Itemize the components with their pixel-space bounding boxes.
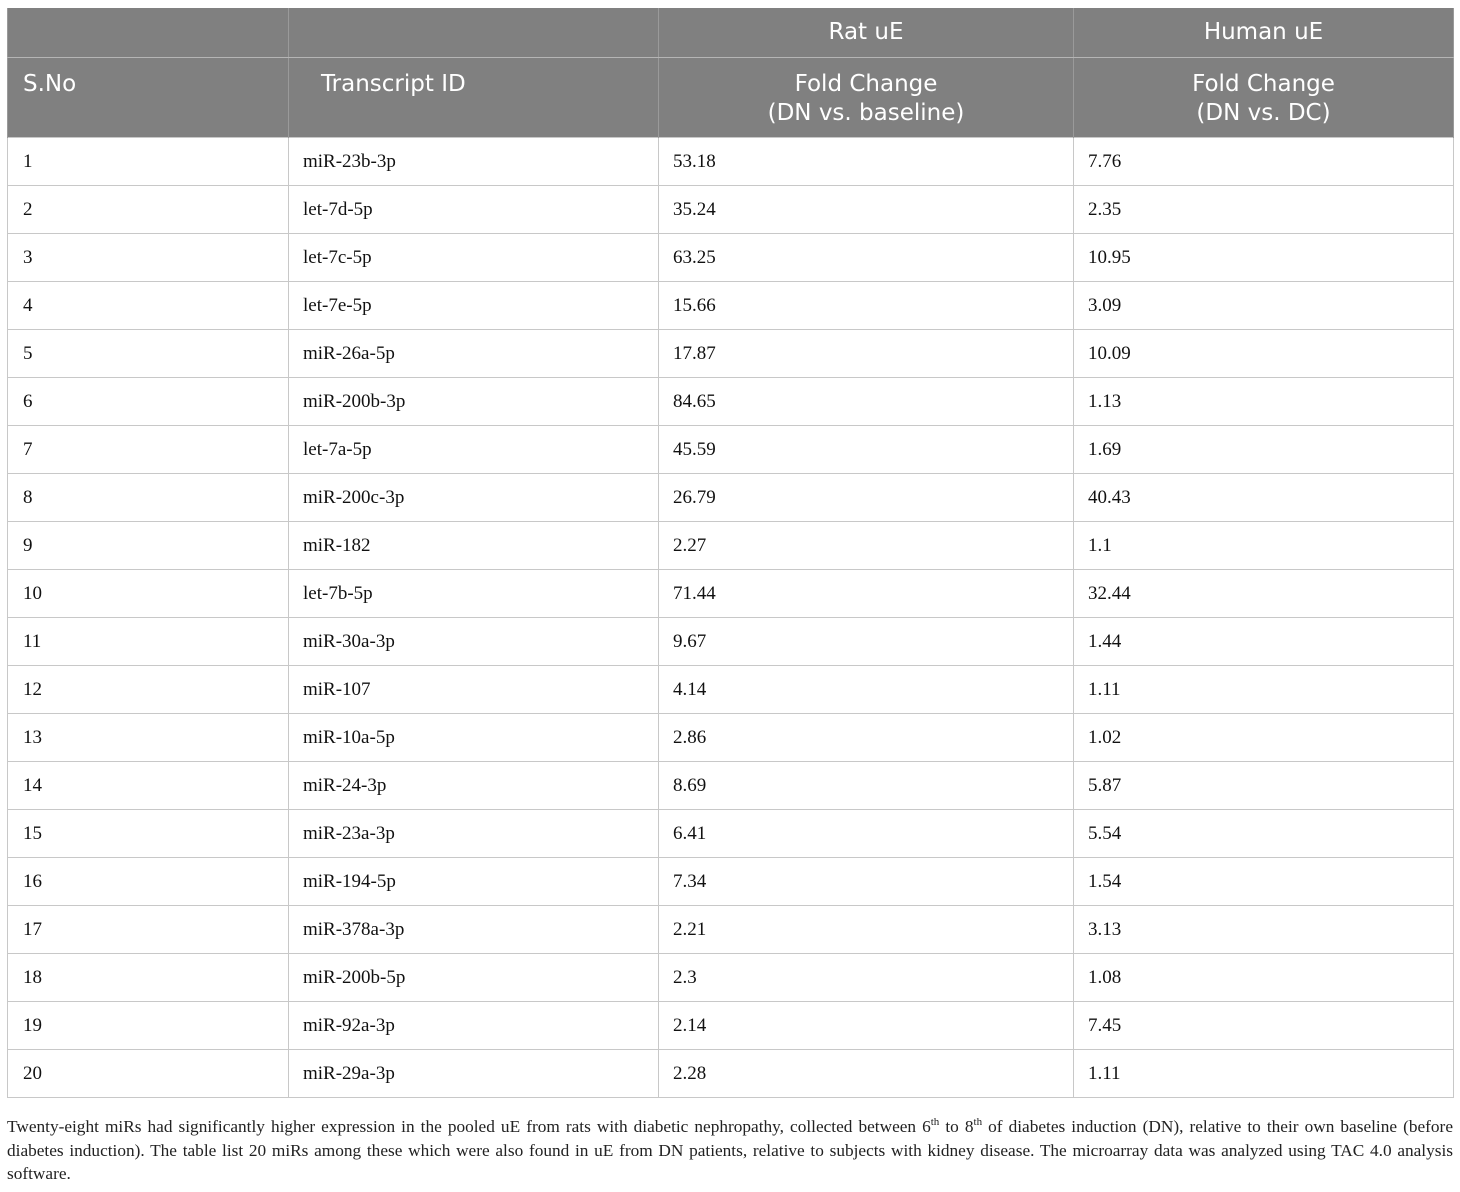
table-row: [8, 522, 1454, 570]
human-fold-change-header: [1074, 58, 1454, 138]
column-header-row: [8, 58, 1454, 138]
transcript-id-cell: let-7c-5p: [289, 234, 659, 282]
transcript-id-cell: miR-378a-3p: [289, 906, 659, 954]
transcript-id-cell: miR-23a-3p: [289, 810, 659, 858]
rat-fold-change-cell: 63.25: [659, 234, 1074, 282]
transcript-id-cell: miR-200c-3p: [289, 474, 659, 522]
transcript-id-cell: miR-29a-3p: [289, 1050, 659, 1098]
transcript-id-cell: miR-107: [289, 666, 659, 714]
transcript-id-cell: miR-30a-3p: [289, 618, 659, 666]
table-row: [8, 234, 1454, 282]
sno-cell: 18: [8, 954, 289, 1002]
table-row: [8, 1050, 1454, 1098]
table-row: [8, 570, 1454, 618]
table-row: [8, 1002, 1454, 1050]
human-fold-change-sublabel: (DN vs. DC): [1196, 100, 1331, 126]
rat-fold-change-cell: 6.41: [659, 810, 1074, 858]
sno-cell: 6: [8, 378, 289, 426]
sno-cell: 4: [8, 282, 289, 330]
table-row: [8, 378, 1454, 426]
sno-cell: 19: [8, 1002, 289, 1050]
rat-fold-change-cell: 45.59: [659, 426, 1074, 474]
transcript-id-column-header: Transcript ID: [289, 58, 659, 138]
transcript-id-cell: miR-182: [289, 522, 659, 570]
caption-superscript-1: th: [930, 1116, 940, 1129]
human-fold-change-cell: 1.1: [1074, 522, 1454, 570]
caption-text-3: of diabetes induction (DN), relative to their own baseline (before diabetes induction). The table list 20 miRs among these which were also found in uE from DN patients, relative to subjects with kidney disease. The microarray data was analyzed using TAC 4.0 analysis software.: [7, 1117, 1453, 1184]
table-row: [8, 666, 1454, 714]
sno-cell: 7: [8, 426, 289, 474]
sno-cell: 11: [8, 618, 289, 666]
transcript-id-cell: miR-24-3p: [289, 762, 659, 810]
human-fold-change-cell: 1.54: [1074, 858, 1454, 906]
sno-cell: 17: [8, 906, 289, 954]
human-fold-change-cell: 7.45: [1074, 1002, 1454, 1050]
rat-fold-change-cell: 15.66: [659, 282, 1074, 330]
human-fold-change-cell: 32.44: [1074, 570, 1454, 618]
human-fold-change-cell: 3.09: [1074, 282, 1454, 330]
human-fold-change-cell: 1.08: [1074, 954, 1454, 1002]
human-fold-change-cell: 10.09: [1074, 330, 1454, 378]
rat-fold-change-cell: 2.27: [659, 522, 1074, 570]
human-fold-change-cell: 40.43: [1074, 474, 1454, 522]
rat-fold-change-cell: 84.65: [659, 378, 1074, 426]
rat-fold-change-sublabel: (DN vs. baseline): [767, 100, 965, 126]
transcript-id-cell: miR-92a-3p: [289, 1002, 659, 1050]
table-row: [8, 858, 1454, 906]
human-fold-change-cell: 5.87: [1074, 762, 1454, 810]
human-fold-change-cell: 10.95: [1074, 234, 1454, 282]
table-container: [7, 8, 1453, 1098]
human-fold-change-label: Fold Change: [1192, 71, 1335, 97]
sno-cell: 20: [8, 1050, 289, 1098]
mirna-fold-change-table: [7, 8, 1454, 1098]
human-fold-change-cell: 7.76: [1074, 138, 1454, 186]
human-fold-change-cell: 1.13: [1074, 378, 1454, 426]
caption-text-1: Twenty-eight miRs had significantly higher expression in the pooled uE from rats with diabetic nephropathy, collected between 6: [7, 1117, 931, 1136]
rat-fold-change-cell: 53.18: [659, 138, 1074, 186]
sno-cell: 14: [8, 762, 289, 810]
rat-fold-change-cell: 2.14: [659, 1002, 1074, 1050]
human-fold-change-cell: 3.13: [1074, 906, 1454, 954]
human-fold-change-cell: 1.11: [1074, 666, 1454, 714]
sno-cell: 10: [8, 570, 289, 618]
sno-cell: 2: [8, 186, 289, 234]
table-row: [8, 762, 1454, 810]
rat-fold-change-cell: 4.14: [659, 666, 1074, 714]
rat-ue-group-header: Rat uE: [659, 8, 1074, 58]
sno-cell: 8: [8, 474, 289, 522]
transcript-id-cell: miR-194-5p: [289, 858, 659, 906]
rat-fold-change-header: [659, 58, 1074, 138]
rat-fold-change-cell: 8.69: [659, 762, 1074, 810]
human-fold-change-cell: 2.35: [1074, 186, 1454, 234]
transcript-id-cell: miR-23b-3p: [289, 138, 659, 186]
sno-cell: 13: [8, 714, 289, 762]
rat-fold-change-cell: 2.3: [659, 954, 1074, 1002]
table-header: [8, 8, 1454, 138]
sno-cell: 3: [8, 234, 289, 282]
human-fold-change-cell: 1.11: [1074, 1050, 1454, 1098]
rat-fold-change-cell: 2.28: [659, 1050, 1074, 1098]
rat-fold-change-cell: 2.21: [659, 906, 1074, 954]
sno-cell: 9: [8, 522, 289, 570]
human-fold-change-cell: 1.69: [1074, 426, 1454, 474]
rat-fold-change-cell: 71.44: [659, 570, 1074, 618]
transcript-id-cell: let-7e-5p: [289, 282, 659, 330]
sno-cell: 1: [8, 138, 289, 186]
table-row: [8, 186, 1454, 234]
rat-fold-change-label: Fold Change: [794, 71, 938, 97]
human-fold-change-cell: 1.44: [1074, 618, 1454, 666]
table-row: [8, 714, 1454, 762]
transcript-id-cell: miR-200b-5p: [289, 954, 659, 1002]
sno-cell: 15: [8, 810, 289, 858]
table-row: [8, 810, 1454, 858]
table-row: [8, 906, 1454, 954]
rat-fold-change-cell: 9.67: [659, 618, 1074, 666]
group-header-row: [8, 8, 1454, 58]
table-row: [8, 138, 1454, 186]
sno-column-header: S.No: [8, 58, 289, 138]
table-row: [8, 426, 1454, 474]
table-row: [8, 282, 1454, 330]
sno-cell: 12: [8, 666, 289, 714]
human-ue-group-header: Human uE: [1074, 8, 1454, 58]
table-row: [8, 474, 1454, 522]
table-row: [8, 330, 1454, 378]
transcript-id-cell: let-7a-5p: [289, 426, 659, 474]
transcript-id-cell: miR-26a-5p: [289, 330, 659, 378]
empty-header-cell: [8, 8, 289, 58]
caption-text-2: to 8: [939, 1117, 974, 1136]
table-caption: [7, 1115, 1453, 1186]
rat-fold-change-cell: 2.86: [659, 714, 1074, 762]
human-fold-change-cell: 5.54: [1074, 810, 1454, 858]
transcript-id-cell: miR-10a-5p: [289, 714, 659, 762]
human-fold-change-cell: 1.02: [1074, 714, 1454, 762]
rat-fold-change-cell: 35.24: [659, 186, 1074, 234]
sno-cell: 16: [8, 858, 289, 906]
transcript-id-cell: let-7b-5p: [289, 570, 659, 618]
rat-fold-change-cell: 17.87: [659, 330, 1074, 378]
caption-superscript-2: th: [973, 1116, 983, 1129]
sno-cell: 5: [8, 330, 289, 378]
table-body: [8, 138, 1454, 1098]
transcript-id-cell: let-7d-5p: [289, 186, 659, 234]
empty-header-cell: [289, 8, 659, 58]
table-row: [8, 618, 1454, 666]
rat-fold-change-cell: 26.79: [659, 474, 1074, 522]
rat-fold-change-cell: 7.34: [659, 858, 1074, 906]
table-row: [8, 954, 1454, 1002]
transcript-id-cell: miR-200b-3p: [289, 378, 659, 426]
